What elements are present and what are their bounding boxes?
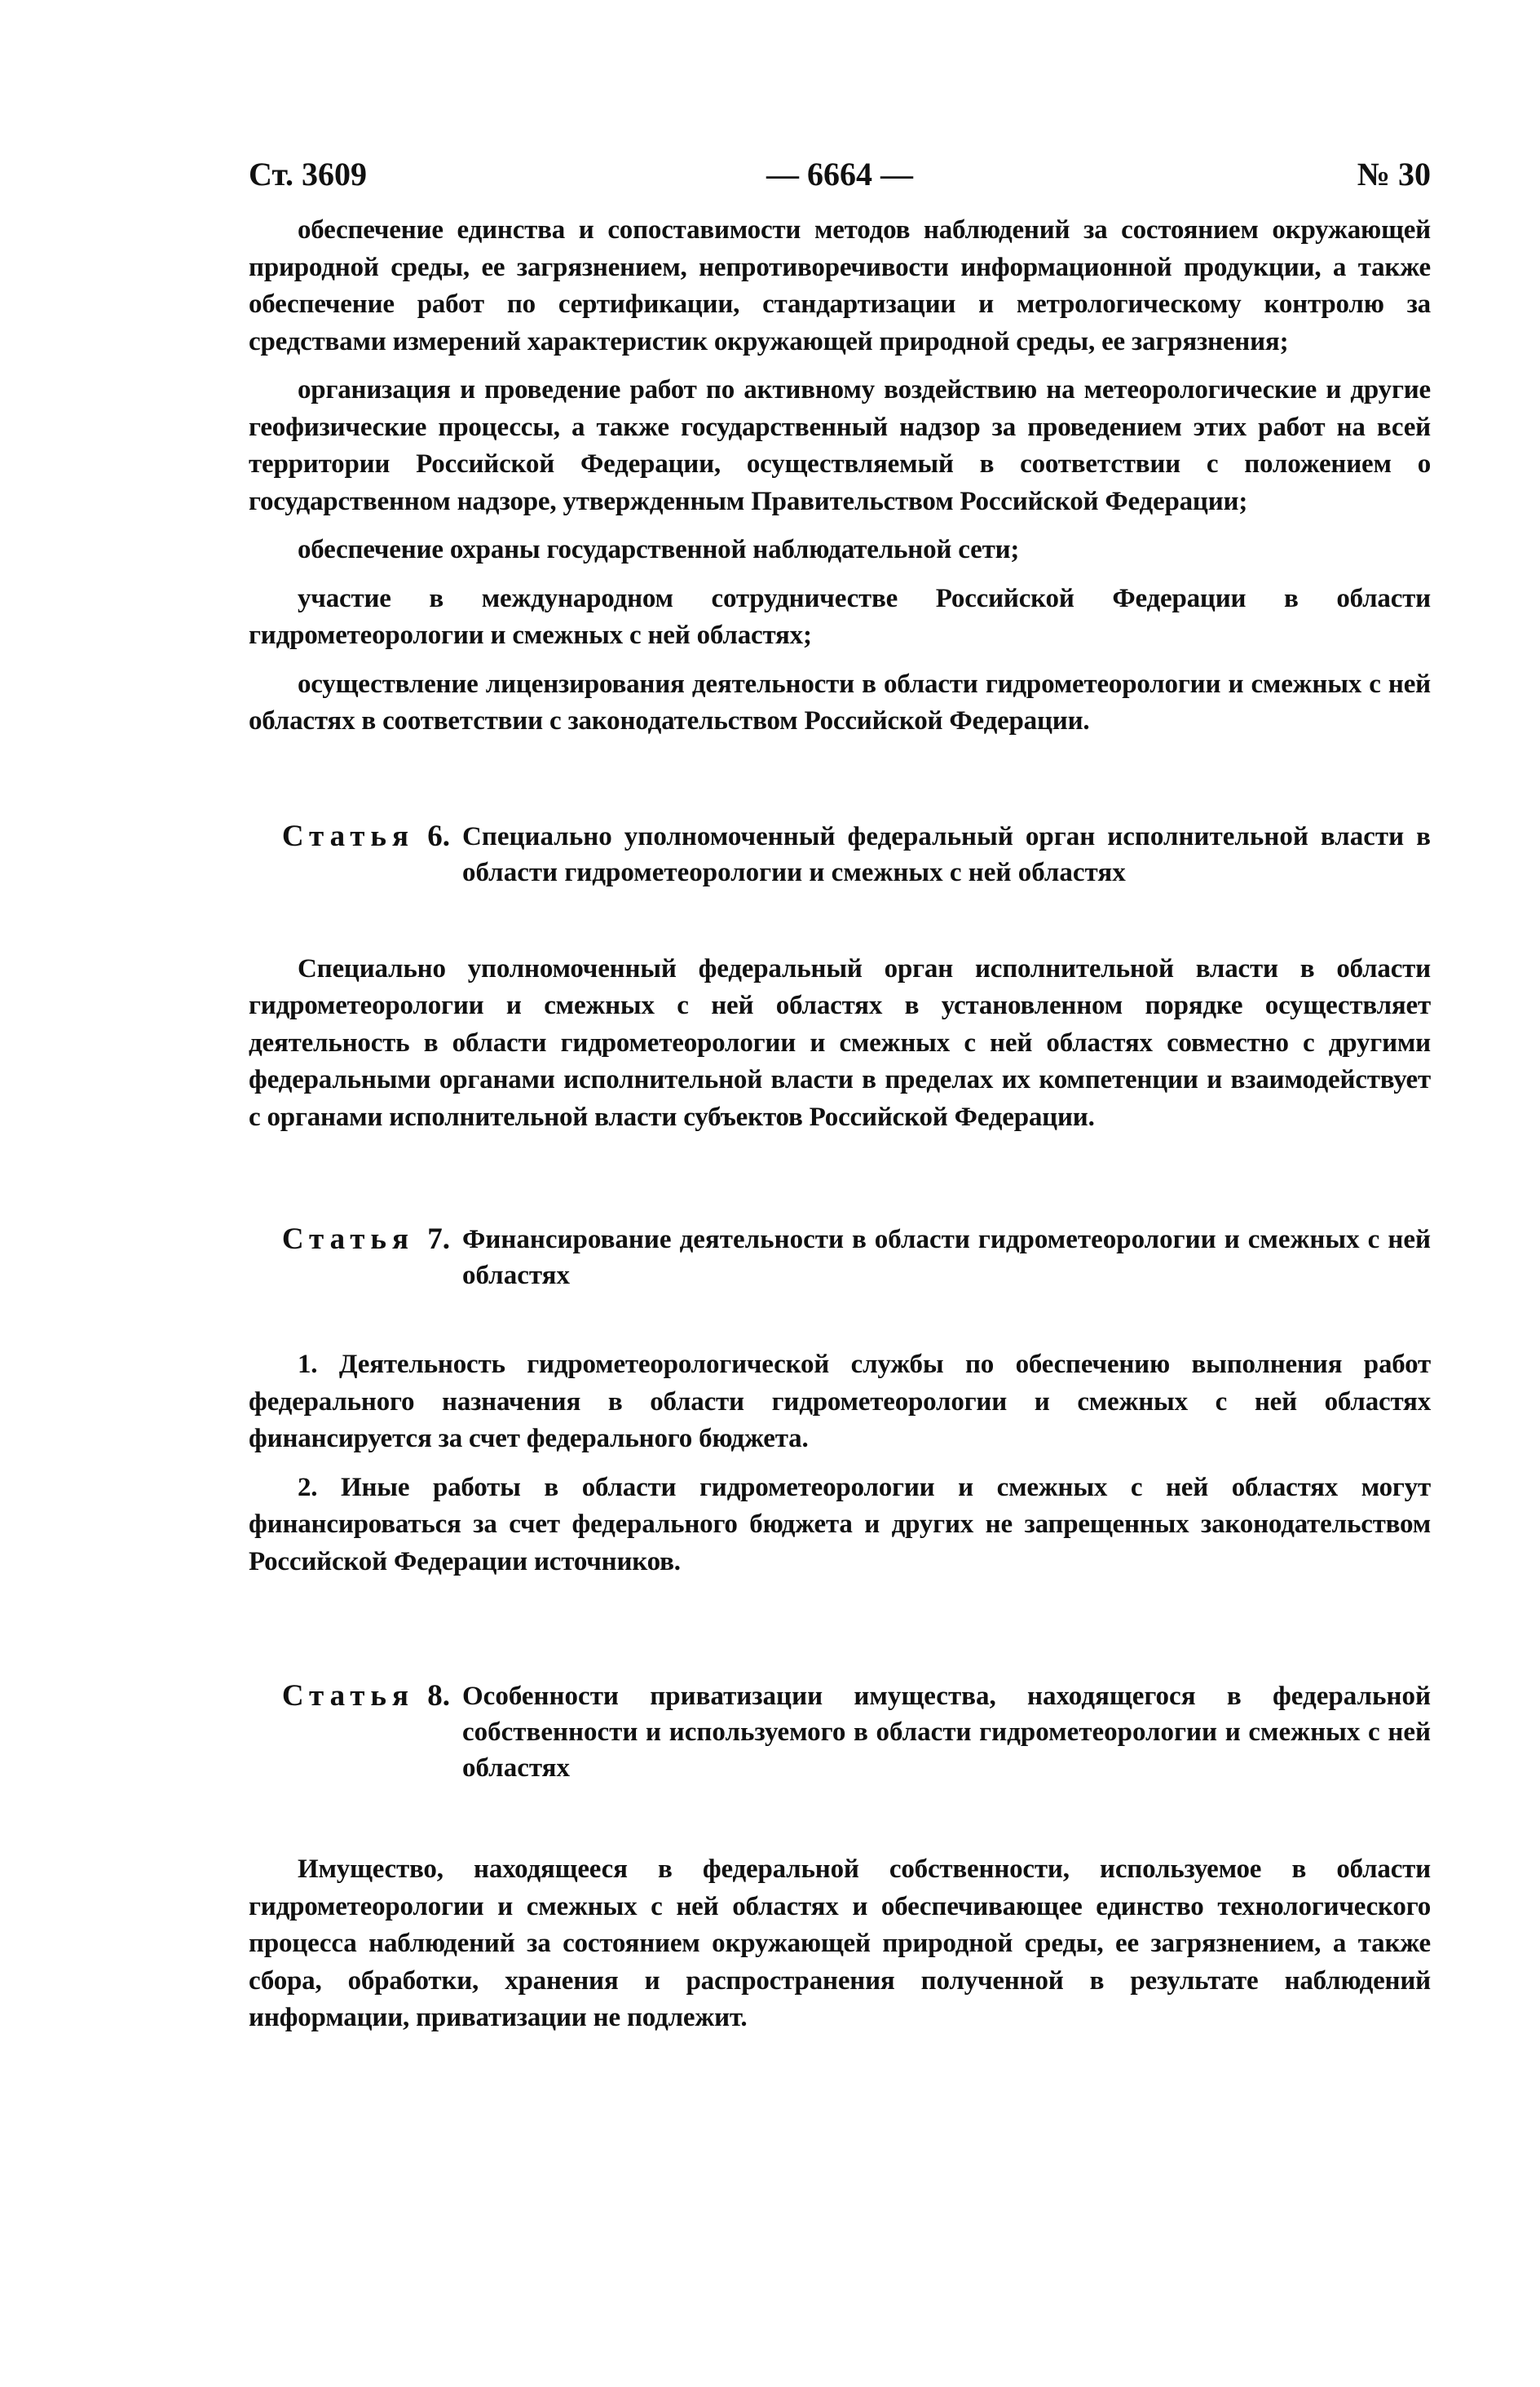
article-label-word: Статья xyxy=(281,1679,414,1713)
article-title: Специально уполномоченный федеральный орган исполнительной власти в области гидрометеорологии и смежных с ней областях xyxy=(462,821,1431,887)
issue-number: № 30 xyxy=(1357,156,1431,192)
intro-paragraph: обеспечение охраны государственной наблюдательной сети; xyxy=(298,535,1020,564)
article-reference: Ст. 3609 xyxy=(249,156,367,192)
article-6-heading xyxy=(249,819,1431,891)
article-paragraph: Имущество, находящееся в федеральной собственности, используемое в области гидрометеорологии и смежных с ней областях и обеспечивающее единство технологического процесса наблюдений за состоянием окружающей природной среды, ее загрязнением, а также сбора, обработки, хранения и распространения полученной в результате наблюдений информации, приватизации не подлежит. xyxy=(249,1854,1431,2032)
article-7-heading xyxy=(249,1222,1431,1293)
article-label xyxy=(249,819,462,891)
page-header xyxy=(249,155,1431,212)
article-paragraph: Специально уполномоченный федеральный орган исполнительной власти в области гидрометеорологии и смежных с ней областях в установленном порядке осуществляет деятельность в области гидрометеорологии и смежных с ней областях совместно с другими федеральными органами исполнительной власти в пределах их компетенции и взаимодействует с органами исполнительной власти субъектов Российской Федерации. xyxy=(249,953,1431,1132)
page-number: — 6664 — xyxy=(766,156,913,192)
article-number: 8. xyxy=(427,1679,450,1713)
intro-paragraph: обеспечение единства и сопоставимости методов наблюдений за состоянием окружающей природной среды, ее загрязнением, непротиворечивости информационной продукции, а также обеспечение работ по сертификации, стандартизации и метрологическому контролю за средствами измерений характеристик окружающей природной среды, ее загрязнения; xyxy=(249,215,1431,356)
intro-paragraph: участие в международном сотрудничестве Российской Федерации в области гидрометеорологии и смежных с ней областях; xyxy=(249,583,1431,650)
intro-paragraph: осуществление лицензирования деятельности в области гидрометеорологии и смежных с ней областях в соответствии с законодательством Российской Федерации. xyxy=(249,669,1431,736)
article-8-heading xyxy=(249,1678,1431,1786)
article-paragraph: 2. Иные работы в области гидрометеорологии и смежных с ней областях могут финансироваться за счет федерального бюджета и других не запрещенных законодательством Российской Федерации источников. xyxy=(249,1472,1431,1576)
article-number: 6. xyxy=(427,819,450,853)
article-label xyxy=(249,1678,462,1786)
intro-paragraph: организация и проведение работ по активному воздействию на метеорологические и другие геофизические процессы, а также государственный надзор за проведением этих работ на всей территории Российской Федерации, осуществляемый в соответствии с положением о государственном надзоре, утвержденным Правительством Российской Федерации; xyxy=(249,375,1431,516)
document-page xyxy=(249,155,1431,2049)
article-title: Особенности приватизации имущества, находящегося в федеральной собственности и используемого в области гидрометеорологии и смежных с ней областях xyxy=(462,1682,1431,1783)
article-number: 7. xyxy=(427,1222,450,1256)
article-title: Финансирование деятельности в области гидрометеорологии и смежных с ней областях xyxy=(462,1225,1431,1290)
article-label-word: Статья xyxy=(281,1222,414,1256)
article-label xyxy=(249,1222,462,1293)
article-label-word: Статья xyxy=(281,819,414,853)
article-paragraph: 1. Деятельность гидрометеорологической службы по обеспечению выполнения работ федерального назначения в области гидрометеорологии и смежных с ней областях финансируется за счет федерального бюджета. xyxy=(249,1350,1431,1453)
